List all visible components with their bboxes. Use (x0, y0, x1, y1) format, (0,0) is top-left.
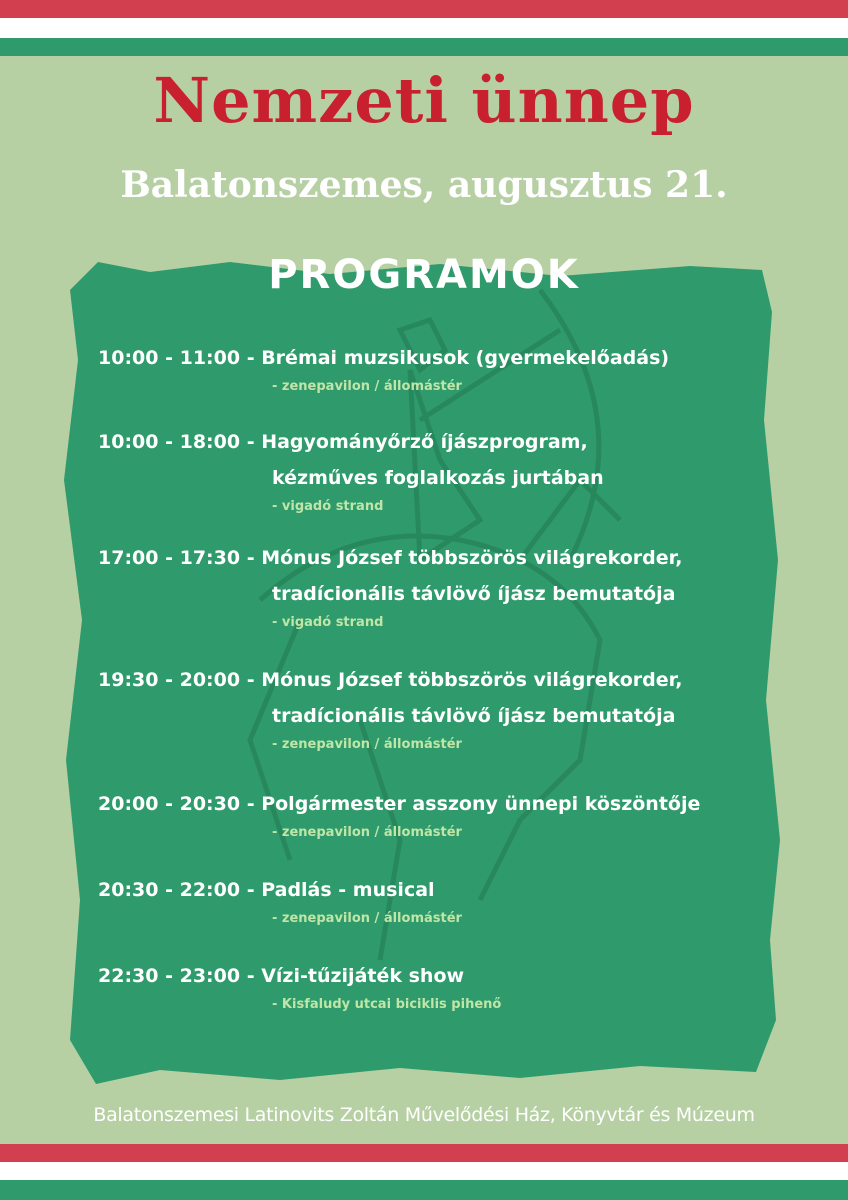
event-title: Mónus József többszörös világrekorder, (261, 547, 683, 569)
event-2 (98, 424, 758, 518)
event-title: Hagyományőrző íjászprogram, (261, 431, 588, 453)
event-time: 20:00 - 20:30 - (98, 793, 255, 815)
event-time: 19:30 - 20:00 - (98, 669, 255, 691)
event-3 (98, 540, 758, 634)
event-venue: - vigadó strand (272, 615, 384, 630)
event-5 (98, 786, 758, 844)
event-title: Brémai muzsikusok (gyermekelőadás) (261, 347, 670, 369)
event-venue: - vigadó strand (272, 499, 384, 514)
bottom-white-stripe (0, 1162, 848, 1180)
section-title: PROGRAMOK (268, 252, 580, 298)
event-title: Padlás - musical (261, 879, 435, 901)
event-title-line2: kézműves foglalkozás jurtában (272, 467, 604, 489)
event-title: Vízi-tűzijáték show (261, 965, 465, 987)
page-title: Nemzeti ünnep (153, 64, 695, 137)
event-time: 10:00 - 18:00 - (98, 431, 255, 453)
bottom-green-stripe (0, 1180, 848, 1200)
event-title: Polgármester asszony ünnepi köszöntője (261, 793, 701, 815)
event-time: 17:00 - 17:30 - (98, 547, 255, 569)
event-7 (98, 958, 758, 1016)
event-venue: - zenepavilon / állomástér (272, 911, 462, 926)
event-title-line2: tradícionális távlövő íjász bemutatója (272, 705, 676, 727)
event-venue: - zenepavilon / állomástér (272, 737, 462, 752)
event-venue: - Kisfaludy utcai biciklis pihenő (272, 997, 502, 1012)
bottom-red-stripe (0, 1144, 848, 1162)
event-4 (98, 662, 758, 756)
event-title-line2: tradícionális távlövő íjász bemutatója (272, 583, 676, 605)
event-title: Mónus József többszörös világrekorder, (261, 669, 683, 691)
event-time: 22:30 - 23:00 - (98, 965, 255, 987)
event-time: 20:30 - 22:00 - (98, 879, 255, 901)
footer-text: Balatonszemesi Latinovits Zoltán Művelődési Ház, Könyvtár és Múzeum (93, 1104, 755, 1126)
event-venue: - zenepavilon / állomástér (272, 825, 462, 840)
event-time: 10:00 - 11:00 - (98, 347, 255, 369)
event-1 (98, 340, 758, 398)
event-6 (98, 872, 758, 930)
event-venue: - zenepavilon / állomástér (272, 379, 462, 394)
page-subtitle: Balatonszemes, augusztus 21. (120, 164, 728, 206)
